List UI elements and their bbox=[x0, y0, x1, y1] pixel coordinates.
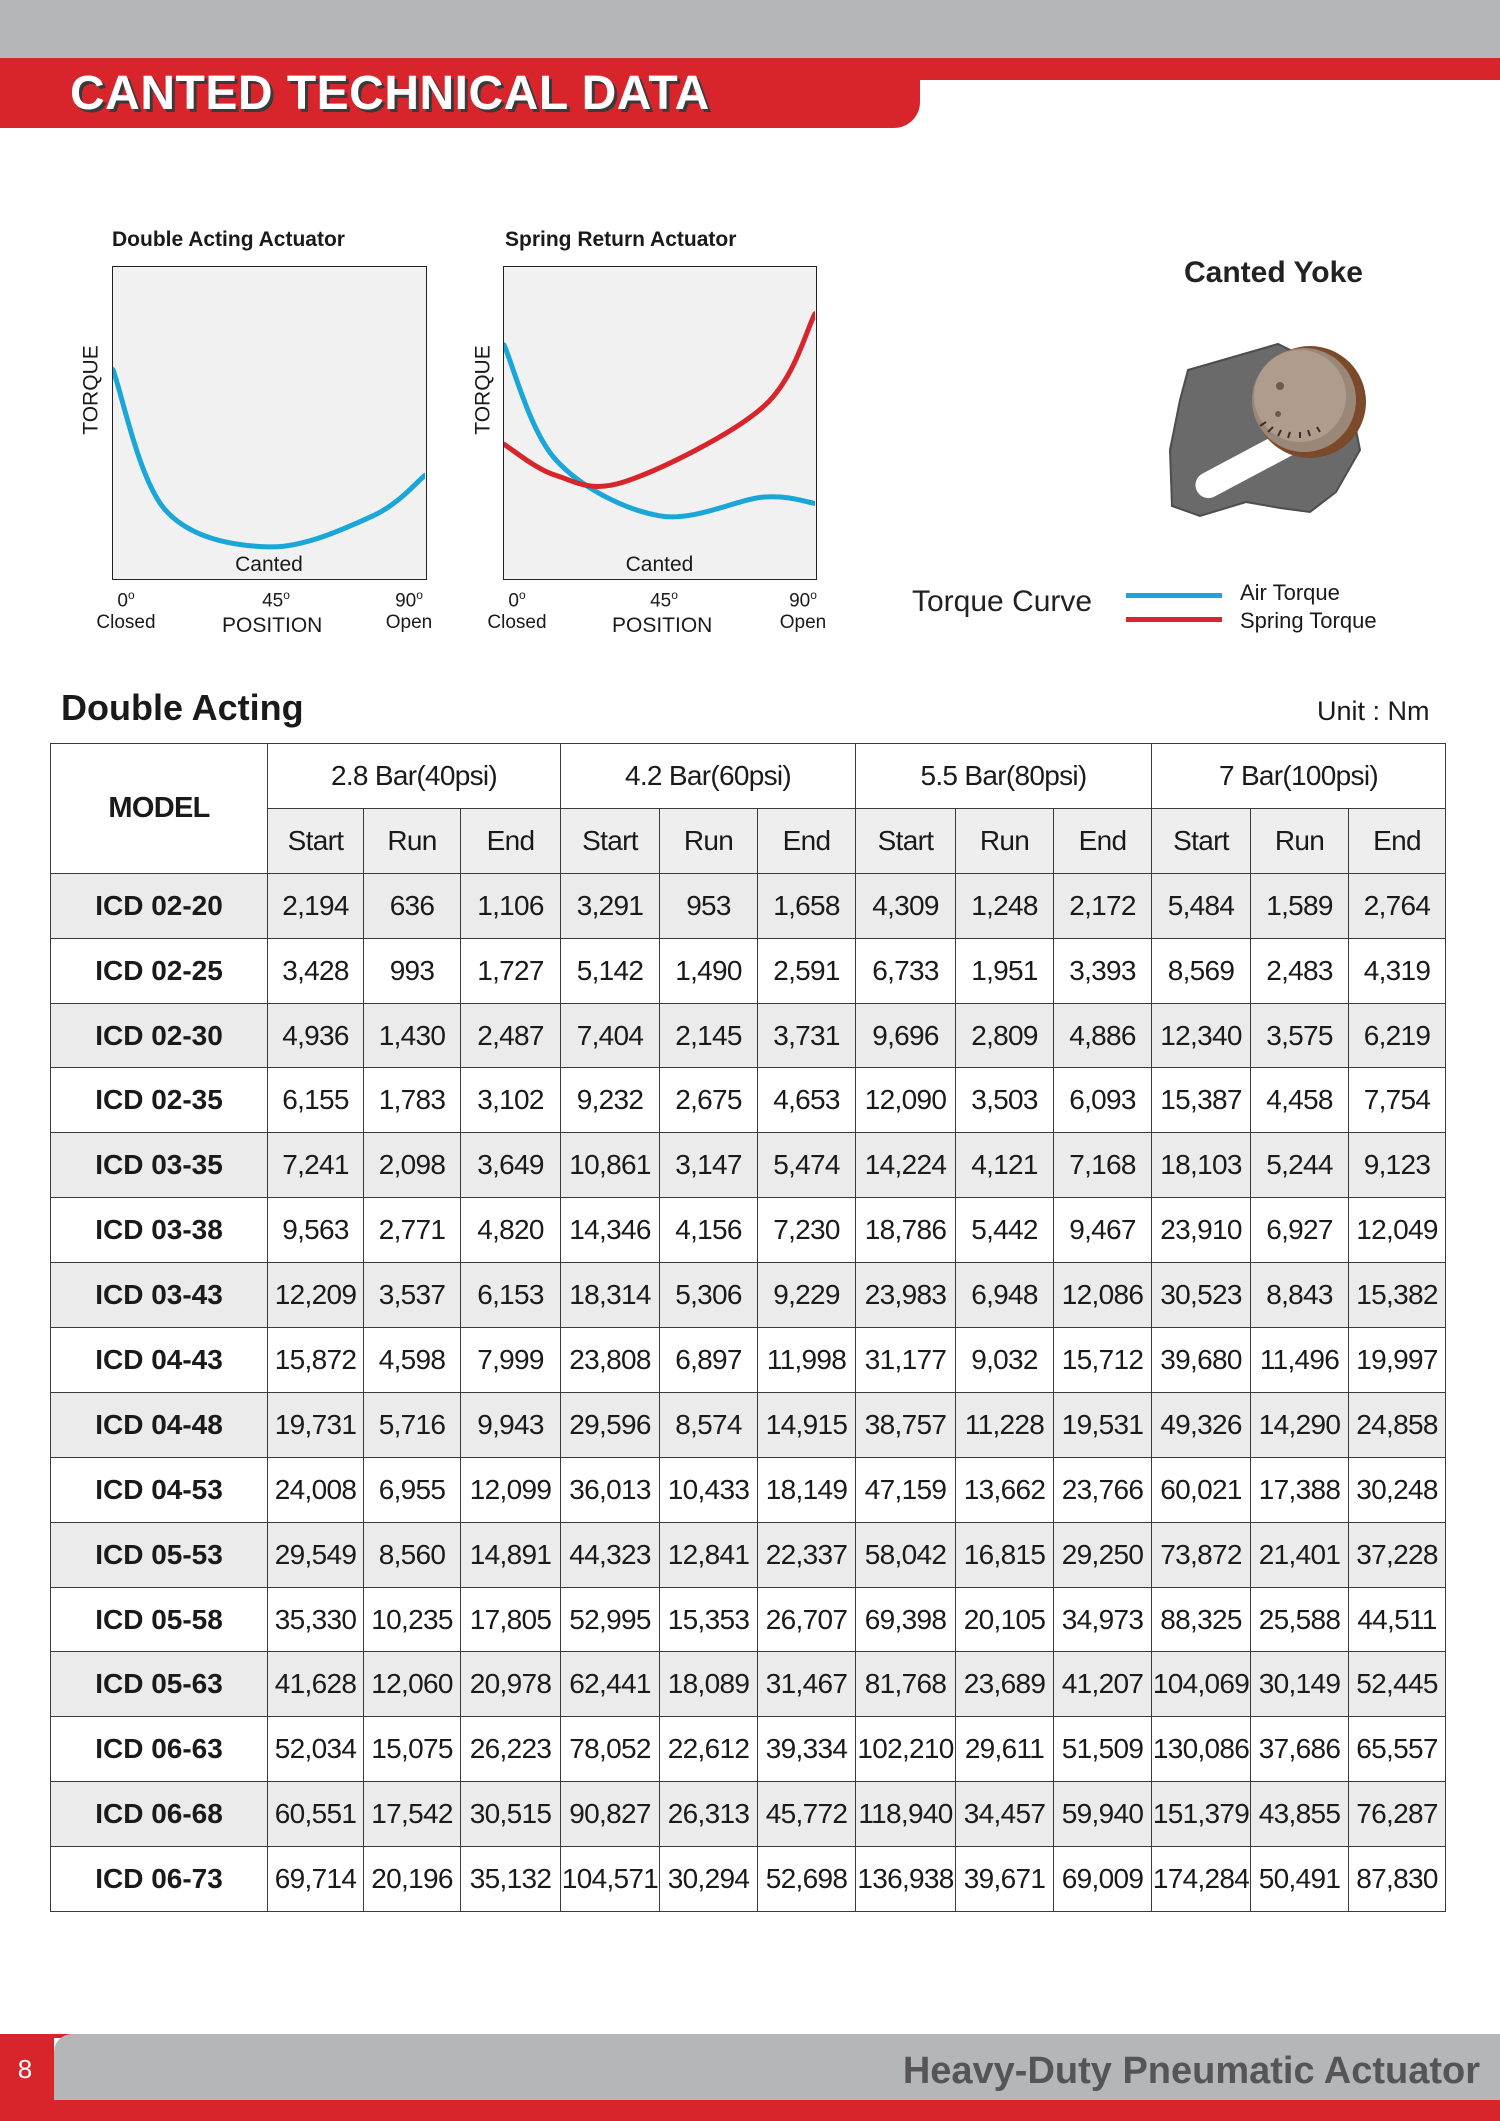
value-cell: 2,675 bbox=[660, 1068, 758, 1133]
value-cell: 18,786 bbox=[856, 1198, 956, 1263]
column-header: Start bbox=[856, 808, 956, 873]
value-cell: 174,284 bbox=[1152, 1847, 1251, 1912]
value-cell: 9,943 bbox=[461, 1392, 561, 1457]
value-cell: 8,843 bbox=[1251, 1263, 1349, 1328]
value-cell: 6,955 bbox=[364, 1457, 461, 1522]
table-body bbox=[51, 873, 1446, 1911]
value-cell: 4,936 bbox=[268, 1003, 364, 1068]
page-title: CANTED TECHNICAL DATA bbox=[70, 67, 710, 120]
value-cell: 11,228 bbox=[956, 1392, 1054, 1457]
value-cell: 1,951 bbox=[956, 938, 1054, 1003]
value-cell: 30,248 bbox=[1349, 1457, 1446, 1522]
chart-svg-spring-return bbox=[504, 267, 815, 578]
table-row bbox=[51, 1717, 1446, 1782]
value-cell: 12,340 bbox=[1152, 1003, 1251, 1068]
value-cell: 41,628 bbox=[268, 1652, 364, 1717]
value-cell: 1,490 bbox=[660, 938, 758, 1003]
value-cell: 29,250 bbox=[1054, 1522, 1152, 1587]
value-cell: 1,589 bbox=[1251, 873, 1349, 938]
value-cell: 5,484 bbox=[1152, 873, 1251, 938]
value-cell: 29,596 bbox=[561, 1392, 660, 1457]
value-cell: 19,531 bbox=[1054, 1392, 1152, 1457]
value-cell: 62,441 bbox=[561, 1652, 660, 1717]
pressure-header: 7 Bar(100psi) bbox=[1152, 744, 1446, 809]
value-cell: 34,973 bbox=[1054, 1587, 1152, 1652]
value-cell: 136,938 bbox=[856, 1847, 956, 1912]
model-header: MODEL bbox=[51, 744, 268, 874]
value-cell: 6,733 bbox=[856, 938, 956, 1003]
table-row bbox=[51, 1133, 1446, 1198]
yoke-title: Canted Yoke bbox=[1184, 256, 1363, 289]
value-cell: 6,153 bbox=[461, 1263, 561, 1328]
value-cell: 16,815 bbox=[956, 1522, 1054, 1587]
x-tick-mid-spring-return: 45$^o$ bbox=[650, 588, 678, 612]
value-cell: 39,671 bbox=[956, 1847, 1054, 1912]
value-cell: 15,382 bbox=[1349, 1263, 1446, 1328]
value-cell: 18,314 bbox=[561, 1263, 660, 1328]
value-cell: 90,827 bbox=[561, 1782, 660, 1847]
value-cell: 65,557 bbox=[1349, 1717, 1446, 1782]
value-cell: 34,457 bbox=[956, 1782, 1054, 1847]
value-cell: 7,241 bbox=[268, 1133, 364, 1198]
chart-annotation-spring-return: Canted bbox=[625, 553, 694, 576]
value-cell: 6,897 bbox=[660, 1328, 758, 1393]
column-header: End bbox=[1054, 808, 1152, 873]
value-cell: 3,575 bbox=[1251, 1003, 1349, 1068]
chart-title-spring-return: Spring Return Actuator bbox=[505, 228, 737, 251]
value-cell: 47,159 bbox=[856, 1457, 956, 1522]
legend-label-spring: Spring Torque bbox=[1240, 608, 1377, 633]
table-row bbox=[51, 1328, 1446, 1393]
value-cell: 58,042 bbox=[856, 1522, 956, 1587]
value-cell: 2,172 bbox=[1054, 873, 1152, 938]
value-cell: 22,612 bbox=[660, 1717, 758, 1782]
model-cell: ICD 04-48 bbox=[51, 1392, 268, 1457]
value-cell: 31,177 bbox=[856, 1328, 956, 1393]
value-cell: 14,290 bbox=[1251, 1392, 1349, 1457]
value-cell: 3,428 bbox=[268, 938, 364, 1003]
table-row bbox=[51, 1457, 1446, 1522]
page-number: 8 bbox=[17, 2054, 33, 2084]
column-header: End bbox=[758, 808, 856, 873]
value-cell: 38,757 bbox=[856, 1392, 956, 1457]
column-header: Start bbox=[1152, 808, 1251, 873]
torque-table bbox=[50, 743, 1446, 1912]
value-cell: 52,698 bbox=[758, 1847, 856, 1912]
pressure-header: 4.2 Bar(60psi) bbox=[561, 744, 856, 809]
x-tick-closed-spring-return: 0$^o$ Closed bbox=[487, 588, 547, 634]
value-cell: 9,232 bbox=[561, 1068, 660, 1133]
x-tick-open-double-acting: 90$^o$ Open bbox=[385, 588, 433, 634]
value-cell: 87,830 bbox=[1349, 1847, 1446, 1912]
value-cell: 15,075 bbox=[364, 1717, 461, 1782]
value-cell: 2,771 bbox=[364, 1198, 461, 1263]
legend-swatch-air bbox=[1126, 593, 1222, 598]
value-cell: 14,891 bbox=[461, 1522, 561, 1587]
value-cell: 3,291 bbox=[561, 873, 660, 938]
value-cell: 7,168 bbox=[1054, 1133, 1152, 1198]
model-cell: ICD 02-35 bbox=[51, 1068, 268, 1133]
value-cell: 5,716 bbox=[364, 1392, 461, 1457]
value-cell: 6,093 bbox=[1054, 1068, 1152, 1133]
column-header: End bbox=[1349, 808, 1446, 873]
value-cell: 23,766 bbox=[1054, 1457, 1152, 1522]
value-cell: 2,145 bbox=[660, 1003, 758, 1068]
series-line-air-torque bbox=[113, 370, 425, 547]
value-cell: 14,224 bbox=[856, 1133, 956, 1198]
column-header: Run bbox=[1251, 808, 1349, 873]
value-cell: 1,783 bbox=[364, 1068, 461, 1133]
value-cell: 23,808 bbox=[561, 1328, 660, 1393]
value-cell: 50,491 bbox=[1251, 1847, 1349, 1912]
value-cell: 17,542 bbox=[364, 1782, 461, 1847]
value-cell: 151,379 bbox=[1152, 1782, 1251, 1847]
value-cell: 30,523 bbox=[1152, 1263, 1251, 1328]
column-header: Run bbox=[364, 808, 461, 873]
legend-title: Torque Curve bbox=[912, 585, 1093, 618]
canted-yoke-image bbox=[1160, 330, 1400, 530]
value-cell: 22,337 bbox=[758, 1522, 856, 1587]
value-cell: 88,325 bbox=[1152, 1587, 1251, 1652]
value-cell: 59,940 bbox=[1054, 1782, 1152, 1847]
table-row bbox=[51, 1392, 1446, 1457]
value-cell: 7,230 bbox=[758, 1198, 856, 1263]
value-cell: 3,537 bbox=[364, 1263, 461, 1328]
value-cell: 19,731 bbox=[268, 1392, 364, 1457]
value-cell: 49,326 bbox=[1152, 1392, 1251, 1457]
chart-annotation-double-acting: Canted bbox=[235, 553, 303, 576]
x-tick-mid-double-acting: 45$^o$ bbox=[262, 588, 290, 612]
table-row bbox=[51, 1263, 1446, 1328]
footer-stripe-bottom bbox=[0, 2100, 1500, 2121]
value-cell: 18,089 bbox=[660, 1652, 758, 1717]
value-cell: 35,132 bbox=[461, 1847, 561, 1912]
value-cell: 12,060 bbox=[364, 1652, 461, 1717]
value-cell: 17,388 bbox=[1251, 1457, 1349, 1522]
value-cell: 2,591 bbox=[758, 938, 856, 1003]
value-cell: 29,611 bbox=[956, 1717, 1054, 1782]
value-cell: 6,155 bbox=[268, 1068, 364, 1133]
chart-ylabel-spring-return: TORQUE bbox=[472, 345, 495, 435]
x-tick-open-spring-return: 90$^o$ Open bbox=[779, 588, 827, 634]
header-band bbox=[0, 0, 1500, 58]
value-cell: 52,034 bbox=[268, 1717, 364, 1782]
value-cell: 69,714 bbox=[268, 1847, 364, 1912]
value-cell: 81,768 bbox=[856, 1652, 956, 1717]
value-cell: 21,401 bbox=[1251, 1522, 1349, 1587]
value-cell: 2,764 bbox=[1349, 873, 1446, 938]
value-cell: 2,809 bbox=[956, 1003, 1054, 1068]
value-cell: 2,483 bbox=[1251, 938, 1349, 1003]
footer-title: Heavy-Duty Pneumatic Actuator bbox=[902, 2050, 1480, 2092]
value-cell: 23,689 bbox=[956, 1652, 1054, 1717]
value-cell: 20,978 bbox=[461, 1652, 561, 1717]
table-row bbox=[51, 938, 1446, 1003]
value-cell: 78,052 bbox=[561, 1717, 660, 1782]
value-cell: 10,433 bbox=[660, 1457, 758, 1522]
value-cell: 17,805 bbox=[461, 1587, 561, 1652]
value-cell: 23,983 bbox=[856, 1263, 956, 1328]
model-cell: ICD 06-73 bbox=[51, 1847, 268, 1912]
table-row bbox=[51, 1522, 1446, 1587]
value-cell: 8,569 bbox=[1152, 938, 1251, 1003]
column-header: End bbox=[461, 808, 561, 873]
value-cell: 3,102 bbox=[461, 1068, 561, 1133]
value-cell: 15,712 bbox=[1054, 1328, 1152, 1393]
value-cell: 73,872 bbox=[1152, 1522, 1251, 1587]
value-cell: 12,209 bbox=[268, 1263, 364, 1328]
column-header: Start bbox=[268, 808, 364, 873]
value-cell: 12,841 bbox=[660, 1522, 758, 1587]
value-cell: 69,398 bbox=[856, 1587, 956, 1652]
value-cell: 69,009 bbox=[1054, 1847, 1152, 1912]
value-cell: 30,149 bbox=[1251, 1652, 1349, 1717]
model-cell: ICD 04-43 bbox=[51, 1328, 268, 1393]
model-cell: ICD 06-68 bbox=[51, 1782, 268, 1847]
value-cell: 26,223 bbox=[461, 1717, 561, 1782]
table-row bbox=[51, 1587, 1446, 1652]
value-cell: 24,858 bbox=[1349, 1392, 1446, 1457]
value-cell: 4,886 bbox=[1054, 1003, 1152, 1068]
value-cell: 9,032 bbox=[956, 1328, 1054, 1393]
value-cell: 1,658 bbox=[758, 873, 856, 938]
chart-plot-double-acting bbox=[112, 266, 427, 580]
value-cell: 31,467 bbox=[758, 1652, 856, 1717]
value-cell: 993 bbox=[364, 938, 461, 1003]
table-row bbox=[51, 1652, 1446, 1717]
value-cell: 636 bbox=[364, 873, 461, 938]
value-cell: 45,772 bbox=[758, 1782, 856, 1847]
value-cell: 37,686 bbox=[1251, 1717, 1349, 1782]
value-cell: 15,387 bbox=[1152, 1068, 1251, 1133]
model-cell: ICD 03-38 bbox=[51, 1198, 268, 1263]
value-cell: 104,571 bbox=[561, 1847, 660, 1912]
value-cell: 20,196 bbox=[364, 1847, 461, 1912]
value-cell: 3,393 bbox=[1054, 938, 1152, 1003]
value-cell: 52,445 bbox=[1349, 1652, 1446, 1717]
value-cell: 8,560 bbox=[364, 1522, 461, 1587]
value-cell: 18,149 bbox=[758, 1457, 856, 1522]
value-cell: 2,098 bbox=[364, 1133, 461, 1198]
value-cell: 4,820 bbox=[461, 1198, 561, 1263]
value-cell: 37,228 bbox=[1349, 1522, 1446, 1587]
value-cell: 13,662 bbox=[956, 1457, 1054, 1522]
x-tick-closed-double-acting: 0$^o$ Closed bbox=[96, 588, 156, 634]
value-cell: 15,353 bbox=[660, 1587, 758, 1652]
value-cell: 20,105 bbox=[956, 1587, 1054, 1652]
column-header: Run bbox=[660, 808, 758, 873]
value-cell: 8,574 bbox=[660, 1392, 758, 1457]
value-cell: 4,309 bbox=[856, 873, 956, 938]
value-cell: 12,090 bbox=[856, 1068, 956, 1133]
value-cell: 5,244 bbox=[1251, 1133, 1349, 1198]
column-header: Run bbox=[956, 808, 1054, 873]
value-cell: 5,142 bbox=[561, 938, 660, 1003]
section-title: Double Acting bbox=[61, 687, 304, 728]
value-cell: 953 bbox=[660, 873, 758, 938]
value-cell: 5,442 bbox=[956, 1198, 1054, 1263]
value-cell: 3,731 bbox=[758, 1003, 856, 1068]
pressure-header: 2.8 Bar(40psi) bbox=[268, 744, 561, 809]
value-cell: 26,707 bbox=[758, 1587, 856, 1652]
value-cell: 52,995 bbox=[561, 1587, 660, 1652]
value-cell: 18,103 bbox=[1152, 1133, 1251, 1198]
value-cell: 10,235 bbox=[364, 1587, 461, 1652]
value-cell: 14,915 bbox=[758, 1392, 856, 1457]
value-cell: 2,194 bbox=[268, 873, 364, 938]
value-cell: 1,248 bbox=[956, 873, 1054, 938]
value-cell: 36,013 bbox=[561, 1457, 660, 1522]
value-cell: 51,509 bbox=[1054, 1717, 1152, 1782]
series-line-spring-torque bbox=[504, 314, 815, 487]
value-cell: 4,458 bbox=[1251, 1068, 1349, 1133]
value-cell: 1,430 bbox=[364, 1003, 461, 1068]
table-row bbox=[51, 1003, 1446, 1068]
model-cell: ICD 03-43 bbox=[51, 1263, 268, 1328]
value-cell: 6,927 bbox=[1251, 1198, 1349, 1263]
value-cell: 24,008 bbox=[268, 1457, 364, 1522]
model-cell: ICD 02-25 bbox=[51, 938, 268, 1003]
model-cell: ICD 04-53 bbox=[51, 1457, 268, 1522]
value-cell: 11,998 bbox=[758, 1328, 856, 1393]
value-cell: 5,474 bbox=[758, 1133, 856, 1198]
value-cell: 23,910 bbox=[1152, 1198, 1251, 1263]
value-cell: 2,487 bbox=[461, 1003, 561, 1068]
legend-label-air: Air Torque bbox=[1240, 580, 1340, 605]
value-cell: 3,649 bbox=[461, 1133, 561, 1198]
value-cell: 1,727 bbox=[461, 938, 561, 1003]
value-cell: 4,598 bbox=[364, 1328, 461, 1393]
value-cell: 60,551 bbox=[268, 1782, 364, 1847]
value-cell: 19,997 bbox=[1349, 1328, 1446, 1393]
value-cell: 15,872 bbox=[268, 1328, 364, 1393]
value-cell: 6,219 bbox=[1349, 1003, 1446, 1068]
legend-swatch-spring bbox=[1126, 617, 1222, 622]
unit-label: Unit : Nm bbox=[1317, 696, 1430, 726]
value-cell: 35,330 bbox=[268, 1587, 364, 1652]
table-row bbox=[51, 1782, 1446, 1847]
value-cell: 4,156 bbox=[660, 1198, 758, 1263]
value-cell: 12,099 bbox=[461, 1457, 561, 1522]
chart-plot-spring-return bbox=[503, 266, 817, 580]
value-cell: 44,323 bbox=[561, 1522, 660, 1587]
table-row bbox=[51, 1198, 1446, 1263]
value-cell: 4,319 bbox=[1349, 938, 1446, 1003]
value-cell: 4,653 bbox=[758, 1068, 856, 1133]
value-cell: 4,121 bbox=[956, 1133, 1054, 1198]
value-cell: 9,696 bbox=[856, 1003, 956, 1068]
value-cell: 9,123 bbox=[1349, 1133, 1446, 1198]
model-cell: ICD 05-53 bbox=[51, 1522, 268, 1587]
value-cell: 9,229 bbox=[758, 1263, 856, 1328]
model-cell: ICD 06-63 bbox=[51, 1717, 268, 1782]
column-header: Start bbox=[561, 808, 660, 873]
value-cell: 30,294 bbox=[660, 1847, 758, 1912]
value-cell: 10,861 bbox=[561, 1133, 660, 1198]
table-row bbox=[51, 873, 1446, 938]
value-cell: 118,940 bbox=[856, 1782, 956, 1847]
model-cell: ICD 03-35 bbox=[51, 1133, 268, 1198]
chart-ylabel-double-acting: TORQUE bbox=[80, 345, 103, 435]
value-cell: 44,511 bbox=[1349, 1587, 1446, 1652]
model-cell: ICD 02-30 bbox=[51, 1003, 268, 1068]
value-cell: 30,515 bbox=[461, 1782, 561, 1847]
value-cell: 7,999 bbox=[461, 1328, 561, 1393]
value-cell: 26,313 bbox=[660, 1782, 758, 1847]
value-cell: 7,754 bbox=[1349, 1068, 1446, 1133]
value-cell: 6,948 bbox=[956, 1263, 1054, 1328]
value-cell: 1,106 bbox=[461, 873, 561, 938]
chart-xlabel-double-acting: POSITION bbox=[222, 614, 323, 637]
series-line-air-torque bbox=[504, 345, 815, 517]
value-cell: 14,346 bbox=[561, 1198, 660, 1263]
value-cell: 12,049 bbox=[1349, 1198, 1446, 1263]
model-cell: ICD 05-58 bbox=[51, 1587, 268, 1652]
value-cell: 104,069 bbox=[1152, 1652, 1251, 1717]
value-cell: 7,404 bbox=[561, 1003, 660, 1068]
model-cell: ICD 05-63 bbox=[51, 1652, 268, 1717]
model-cell: ICD 02-20 bbox=[51, 873, 268, 938]
value-cell: 9,467 bbox=[1054, 1198, 1152, 1263]
value-cell: 39,680 bbox=[1152, 1328, 1251, 1393]
header-stripe bbox=[900, 58, 1500, 80]
value-cell: 9,563 bbox=[268, 1198, 364, 1263]
value-cell: 5,306 bbox=[660, 1263, 758, 1328]
chart-svg-double-acting bbox=[113, 267, 425, 578]
value-cell: 60,021 bbox=[1152, 1457, 1251, 1522]
chart-xlabel-spring-return: POSITION bbox=[612, 614, 713, 637]
value-cell: 3,147 bbox=[660, 1133, 758, 1198]
value-cell: 102,210 bbox=[856, 1717, 956, 1782]
value-cell: 43,855 bbox=[1251, 1782, 1349, 1847]
value-cell: 12,086 bbox=[1054, 1263, 1152, 1328]
value-cell: 76,287 bbox=[1349, 1782, 1446, 1847]
table-row bbox=[51, 1068, 1446, 1133]
value-cell: 41,207 bbox=[1054, 1652, 1152, 1717]
value-cell: 29,549 bbox=[268, 1522, 364, 1587]
value-cell: 11,496 bbox=[1251, 1328, 1349, 1393]
chart-title-double-acting: Double Acting Actuator bbox=[112, 228, 345, 251]
pressure-header: 5.5 Bar(80psi) bbox=[856, 744, 1152, 809]
value-cell: 3,503 bbox=[956, 1068, 1054, 1133]
table-row bbox=[51, 1847, 1446, 1912]
value-cell: 130,086 bbox=[1152, 1717, 1251, 1782]
value-cell: 39,334 bbox=[758, 1717, 856, 1782]
value-cell: 25,588 bbox=[1251, 1587, 1349, 1652]
